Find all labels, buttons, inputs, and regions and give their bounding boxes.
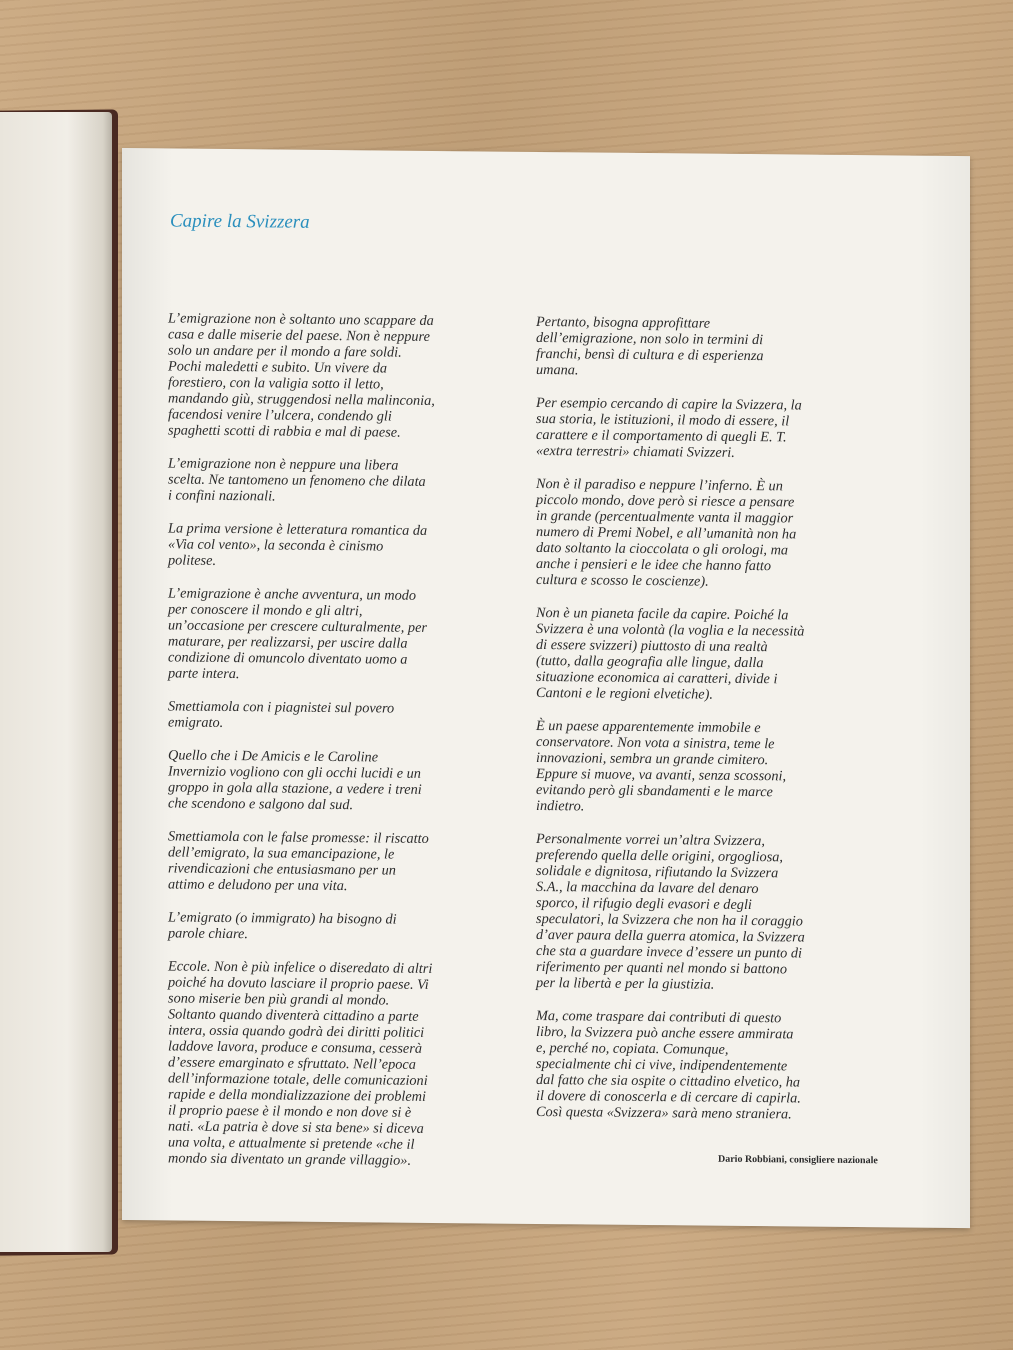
page-title: Capire la Svizzera xyxy=(170,210,310,233)
paragraph: Quello che i De Amicis e le Caroline Invernizio vogliono con gli occhi lucidi e un groppo in gola alla stazione, a vedere i treni che scendono e salgono dal sud. xyxy=(168,747,422,814)
paragraph: Eccole. Non è più infelice o diseredato di altri poiché ha dovuto lasciare il proprio paese. Vi sono miserie ben più grandi al mondo. Soltanto quando diventerà cittadino a parte intera, ossia quando godrà dei diritti politici laddove lavora, produce e consuma, cesserà d’essere emarginato e sfruttato. Nell’epoca dell’informazione totale, delle comunicazioni rapide e della mondializzazione dei problemi il proprio paese è il mondo e non dove si è nati. «La patria è dove si sta bene» si diceva una volta, e attualmente si pretende «che il mondo sia diventato un grande villaggio». xyxy=(168,958,433,1169)
paragraph: La prima versione è letteratura romantica da «Via col vento», la seconda è cinismo politese. xyxy=(168,520,428,569)
paragraph: Non è il paradiso e neppure l’inferno. È un piccolo mondo, dove però si riesce a pensare in grande (percentualmente vanta il maggior numero di Premi Nobel, e all’umanità non ha dato soltanto la cioccolata o gli orologi, ma anche i pensieri e le idee che hanno fatto cultura e scosso le coscienze). xyxy=(536,475,797,590)
paragraph: L’emigrato (o immigrato) ha bisogno di parole chiare. xyxy=(168,909,397,943)
right-column xyxy=(536,314,881,1140)
paragraph: Ma, come traspare dai contributi di questo libro, la Svizzera può anche essere ammirata e, perché no, copiata. Comunque, specialmente chi ci vive, indipendentemente dal fatto che sia ospite o cittadino elvetico, ha il dovere di conoscerla e di cercare di capirla. Così questa «Svizzera» sarà meno straniera. xyxy=(536,1007,801,1123)
left-page-edge xyxy=(0,112,112,1252)
author-signature: Dario Robbiani, consigliere nazionale xyxy=(718,1153,878,1167)
paragraph: Pertanto, bisogna approfittare dell’emigrazione, non solo in termini di franchi, bensì di cultura e di esperienza umana. xyxy=(536,313,764,379)
paragraph: Non è un pianeta facile da capire. Poiché la Svizzera è una volontà (la voglia e la necessità di essere svizzeri) piuttosto di una realtà (tutto, dalla geografia alle lingue, dalla situazione economica ai caratteri, divide i Cantoni e le regioni elvetiche). xyxy=(536,604,805,703)
paragraph: L’emigrazione non è soltanto uno scappare da casa e dalle miserie del paese. Non è neppure solo un andare per il mondo a fare soldi. Pochi maledetti e subito. Un vivere da forestiero, con la valigia sotto il letto, mandando giù, struggendosi nella malinconia, facendosi venire l’ulcera, condendo gli spaghetti scotti di rabbia e mal di paese. xyxy=(168,310,435,441)
paragraph: L’emigrazione non è neppure una libera scelta. Ne tantomeno un fenomeno che dilata i confini nazionali. xyxy=(168,455,426,505)
paragraph: È un paese apparentemente immobile e conservatore. Non vota a sinistra, teme le innovazioni, sembra un grande cimitero. Eppure si muove, va avanti, senza scossoni, evitando però gli sbandamenti e le marce indietro. xyxy=(536,717,787,815)
paragraph: L’emigrazione è anche avventura, un modo per conoscere il mondo e gli altri, un’occasione per crescere culturalmente, per maturare, per realizzarsi, per uscire dalla condizione di omuncolo diventato uomo a parte intera. xyxy=(168,585,427,683)
book-page xyxy=(122,148,970,1228)
left-column xyxy=(168,310,486,1186)
paragraph: Smettiamola con le false promesse: il riscatto dell’emigrato, la sua emancipazione, le rivendicazioni che entusiasmano per un attimo e deludono per una vita. xyxy=(168,828,429,895)
paragraph: Personalmente vorrei un’altra Svizzera, preferendo quella delle origini, orgogliosa, solidale e dignitosa, rifiutando la Svizzera S.A., la macchina da lavare del denaro sporco, il rifugio degli evasori e degli speculatori, la Svizzera che non ha il coraggio d’aver paura della guerra atomica, la Svizzera che sta a guardare invece d’essere un punto di riferimento per quanti nel mondo si battono per la libertà e per la giustizia. xyxy=(536,830,805,993)
paragraph: Per esempio cercando di capire la Svizzera, la sua storia, le istituzioni, il modo di essere, il carattere e il comportamento di quegli E. T. «extra terrestri» chiamati Svizzeri. xyxy=(536,394,802,461)
paragraph: Smettiamola con i piagnistei sul povero emigrato. xyxy=(168,698,395,731)
